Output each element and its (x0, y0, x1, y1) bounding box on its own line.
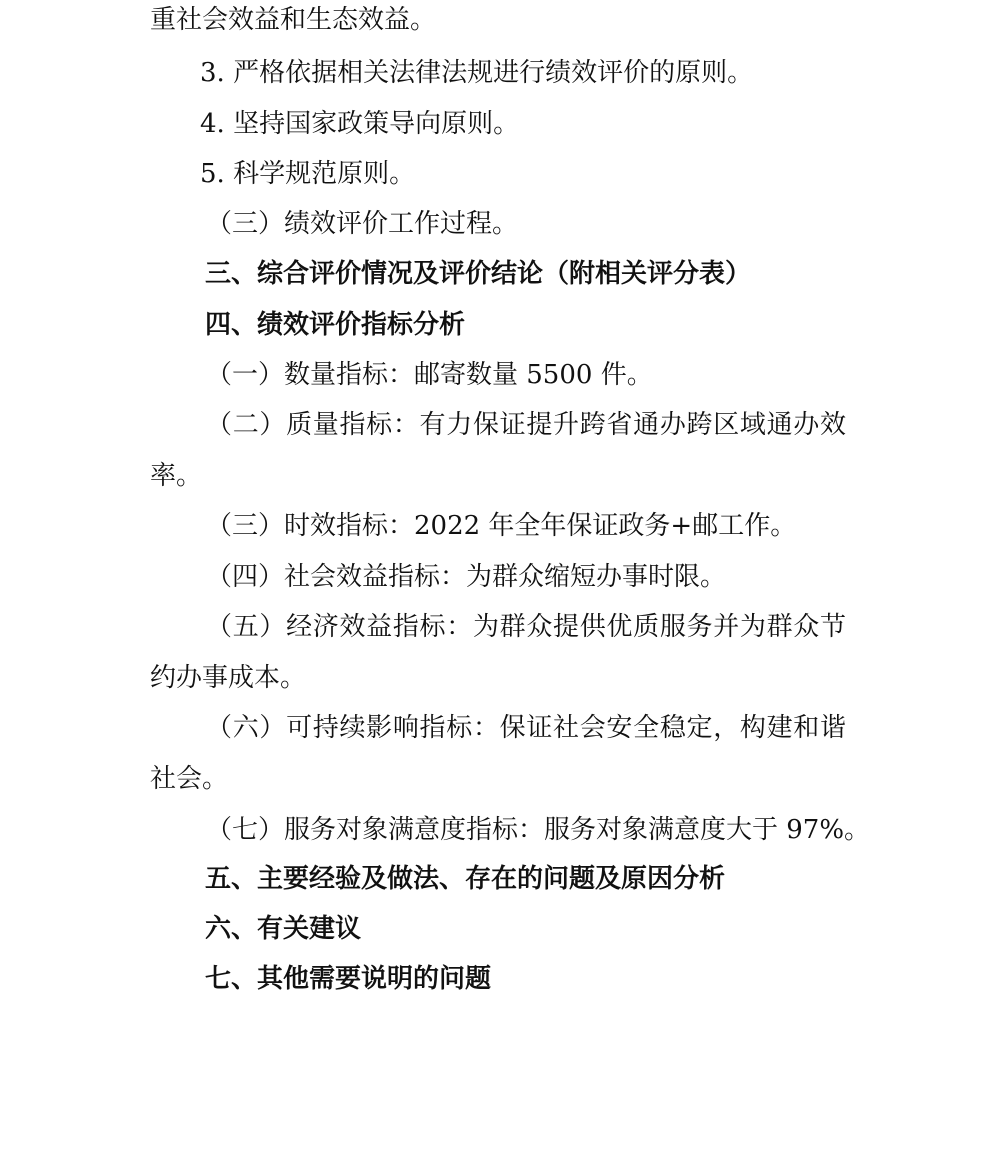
section-heading-6: 六、有关建议 (205, 914, 362, 944)
text-line-2: 3. 严格依据相关法律法规进行绩效评价的原则。 (200, 58, 754, 88)
indicator-sustainability-cont: 社会。 (150, 764, 229, 794)
text-line-5: （三）绩效评价工作过程。 (206, 209, 519, 239)
section-heading-3: 三、综合评价情况及评价结论（附相关评分表） (205, 259, 752, 289)
indicator-quantity: （一）数量指标：邮寄数量 5500 件。 (206, 360, 653, 390)
indicator-satisfaction: （七）服务对象满意度指标：服务对象满意度大于 97%。 (206, 815, 871, 845)
indicator-economic-benefit-cont: 约办事成本。 (150, 663, 307, 693)
text-line-4: 5. 科学规范原则。 (200, 159, 416, 189)
section-heading-4: 四、绩效评价指标分析 (205, 310, 466, 340)
text-line-3: 4. 坚持国家政策导向原则。 (200, 109, 520, 139)
text-line-1: 重社会效益和生态效益。 (150, 5, 437, 35)
indicator-social-benefit: （四）社会效益指标：为群众缩短办事时限。 (206, 562, 727, 592)
section-heading-7: 七、其他需要说明的问题 (205, 964, 492, 994)
indicator-sustainability: （六）可持续影响指标：保证社会安全稳定，构建和谐 (206, 713, 846, 743)
section-heading-5: 五、主要经验及做法、存在的问题及原因分析 (205, 864, 726, 894)
indicator-quality-cont: 率。 (150, 461, 203, 491)
indicator-quality: （二）质量指标：有力保证提升跨省通办跨区域通办效 (206, 410, 846, 440)
indicator-economic-benefit: （五）经济效益指标：为群众提供优质服务并为群众节 (206, 612, 846, 642)
indicator-timeliness: （三）时效指标：2022 年全年保证政务+邮工作。 (206, 511, 797, 541)
